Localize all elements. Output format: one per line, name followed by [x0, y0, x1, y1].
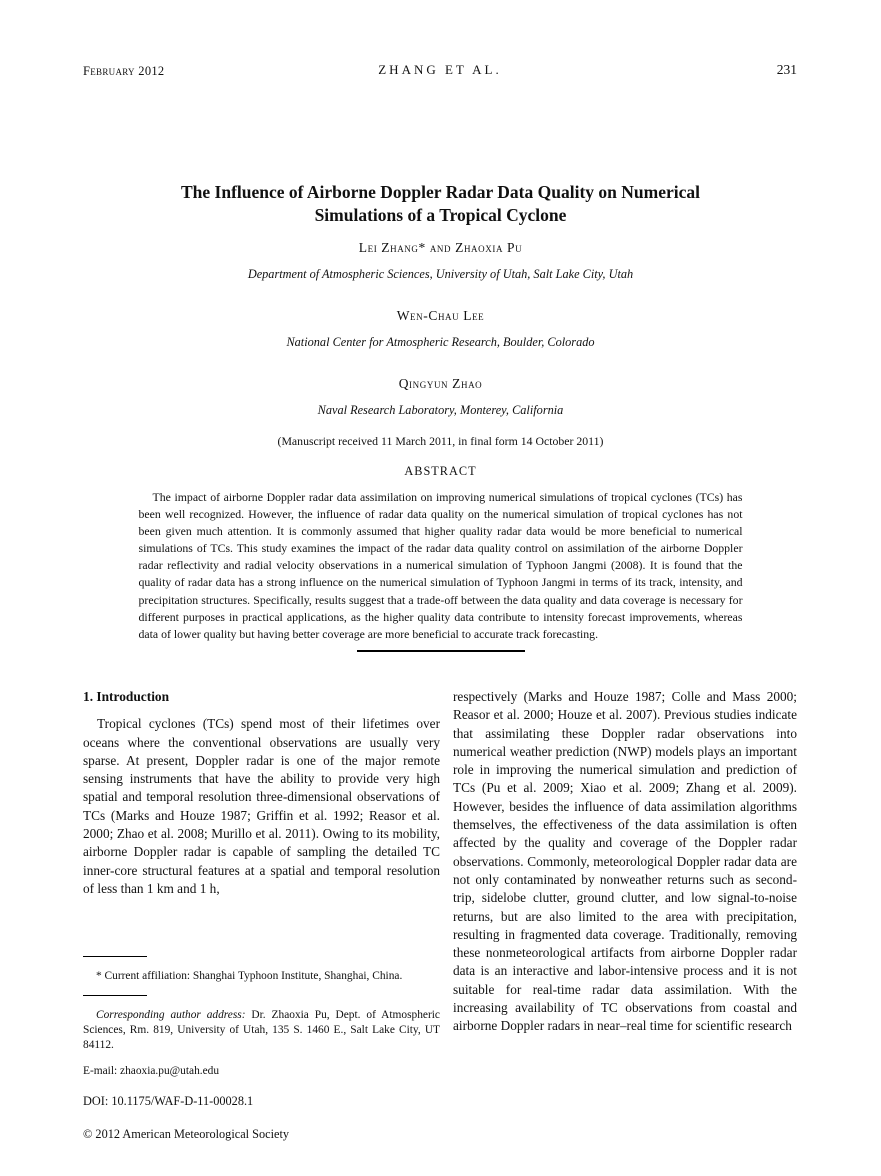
- body-column-right: [453, 688, 797, 1036]
- issue-date: February 2012: [83, 64, 165, 78]
- author-names-2: Wen-Chau Lee: [396, 308, 485, 323]
- manuscript-received-note: (Manuscript received 11 March 2011, in final form 14 October 2011): [277, 434, 604, 448]
- doi: DOI: 10.1175/WAF-D-11-00028.1: [83, 1094, 254, 1108]
- corresponding-author-note: [83, 1008, 440, 1053]
- abstract-text: The impact of airborne Doppler radar data assimilation on improving numerical simulations of tropical cyclones (TCs) has been well recognized. However, the influence of radar data quality on the numerical simulation of tropical cyclones has not been given much attention. It is commonly assumed that higher quality radar data would be more beneficial to numerical simulations of TCs. This study examines the impact of the radar data quality control on assimilation of the airborne Doppler radar reflectivity and radial velocity observations in a numerical simulation of Typhoon Jangmi (2008). It is found that the quality of radar data has a strong influence on the numerical simulation of Typhoon Jangmi in terms of its track, intensity, and precipitation structures. Specifically, results suggest that a trade-off between the data quality and data coverage is necessary for different purposes in practical applications, as the higher quality data contribute to intensity forecast improvements, whereas data of lower quality but having better coverage are more beneficial to accurate track forecasting.: [138, 490, 743, 641]
- footnote-block: [83, 956, 440, 1079]
- paper-title-text: The Influence of Airborne Doppler Radar Data Quality on Numerical Simulations of a Tropical Cyclone: [180, 182, 700, 226]
- introduction-paragraph-right: respectively (Marks and Houze 1987; Colle and Mass 2000; Reasor et al. 2000; Houze et al. 2007). Previous studies indicate that assimilating these Doppler radar observations into numerical weather prediction (NWP) models plays an important role in improving the numerical simulation and prediction of TCs (Pu et al. 2009; Xiao et al. 2009; Zhang et al. 2009). However, besides the influence of data assimilation algorithms themselves, the effectiveness of the data assimilation is often affected by the quality and coverage of the Doppler radar observations. Commonly, meteorological Doppler radar data are not only contaminated by nonweather returns such as second-trip, sidelobe clutter, ground clutter, and low signal-to-noise returns, but are also limited to the area with precipitation, resulting in fragmented data coverage. Traditionally, removing these nonmeteorological artifacts from airborne Doppler radar data is an interactive and labor-intensive process and it is not suitable for real-time radar data assimilation. With the increasing availability of TC observations from coastal and airborne Doppler radars in near–real time for scientific research: [453, 689, 797, 1034]
- author-names-1: Lei Zhang* and Zhaoxia Pu: [358, 240, 523, 255]
- front-matter: [0, 240, 881, 652]
- running-head: [83, 62, 797, 80]
- footnote-rule-1: [83, 956, 147, 957]
- corresponding-author-email: E-mail: zhaoxia.pu@utah.edu: [83, 1065, 220, 1077]
- abstract-heading: ABSTRACT: [404, 464, 477, 478]
- corresponding-author-address: Dr. Zhaoxia Pu, Dept. of Atmospheric Sciences, Rm. 819, University of Utah, 135 S. 1460 E., Salt Lake City, UT 84112.: [83, 1009, 440, 1051]
- footnote-current-affiliation: * Current affiliation: Shanghai Typhoon Institute, Shanghai, China.: [96, 970, 403, 982]
- author-affiliation-1: Department of Atmospheric Sciences, University of Utah, Salt Lake City, Utah: [247, 267, 634, 281]
- corresponding-author-label: Corresponding author address:: [96, 1009, 246, 1021]
- abstract-divider: [357, 650, 525, 652]
- author-affiliation-2: National Center for Atmospheric Research, Boulder, Colorado: [286, 335, 595, 349]
- body-column-left: [83, 688, 440, 898]
- author-names-3: Qingyun Zhao: [398, 376, 483, 391]
- copyright-notice: © 2012 American Meteorological Society: [83, 1127, 290, 1141]
- introduction-paragraph-left: Tropical cyclones (TCs) spend most of their lifetimes over oceans where the conventional observations are usually very sparse. At present, Doppler radar is one of the major remote sensing instruments that have the ability to provide very high spatial and temporal resolution three-dimensional observations of TCs (Marks and Houze 1987; Griffin et al. 1992; Reasor et al. 2000; Zhao et al. 2008; Murillo et al. 2011). Owing to its mobility, airborne Doppler radar is capable of sampling the detailed TC inner-core structural features at a spatial and temporal resolution of less than 1 km and 1 h,: [83, 716, 440, 896]
- running-title: ZHANG ET AL.: [378, 62, 502, 77]
- author-affiliation-3: Naval Research Laboratory, Monterey, California: [317, 403, 564, 417]
- section-heading-introduction: 1. Introduction: [83, 689, 170, 704]
- page-number: 231: [776, 62, 797, 77]
- paper-title: [0, 181, 881, 228]
- footnote-rule-2: [83, 995, 147, 996]
